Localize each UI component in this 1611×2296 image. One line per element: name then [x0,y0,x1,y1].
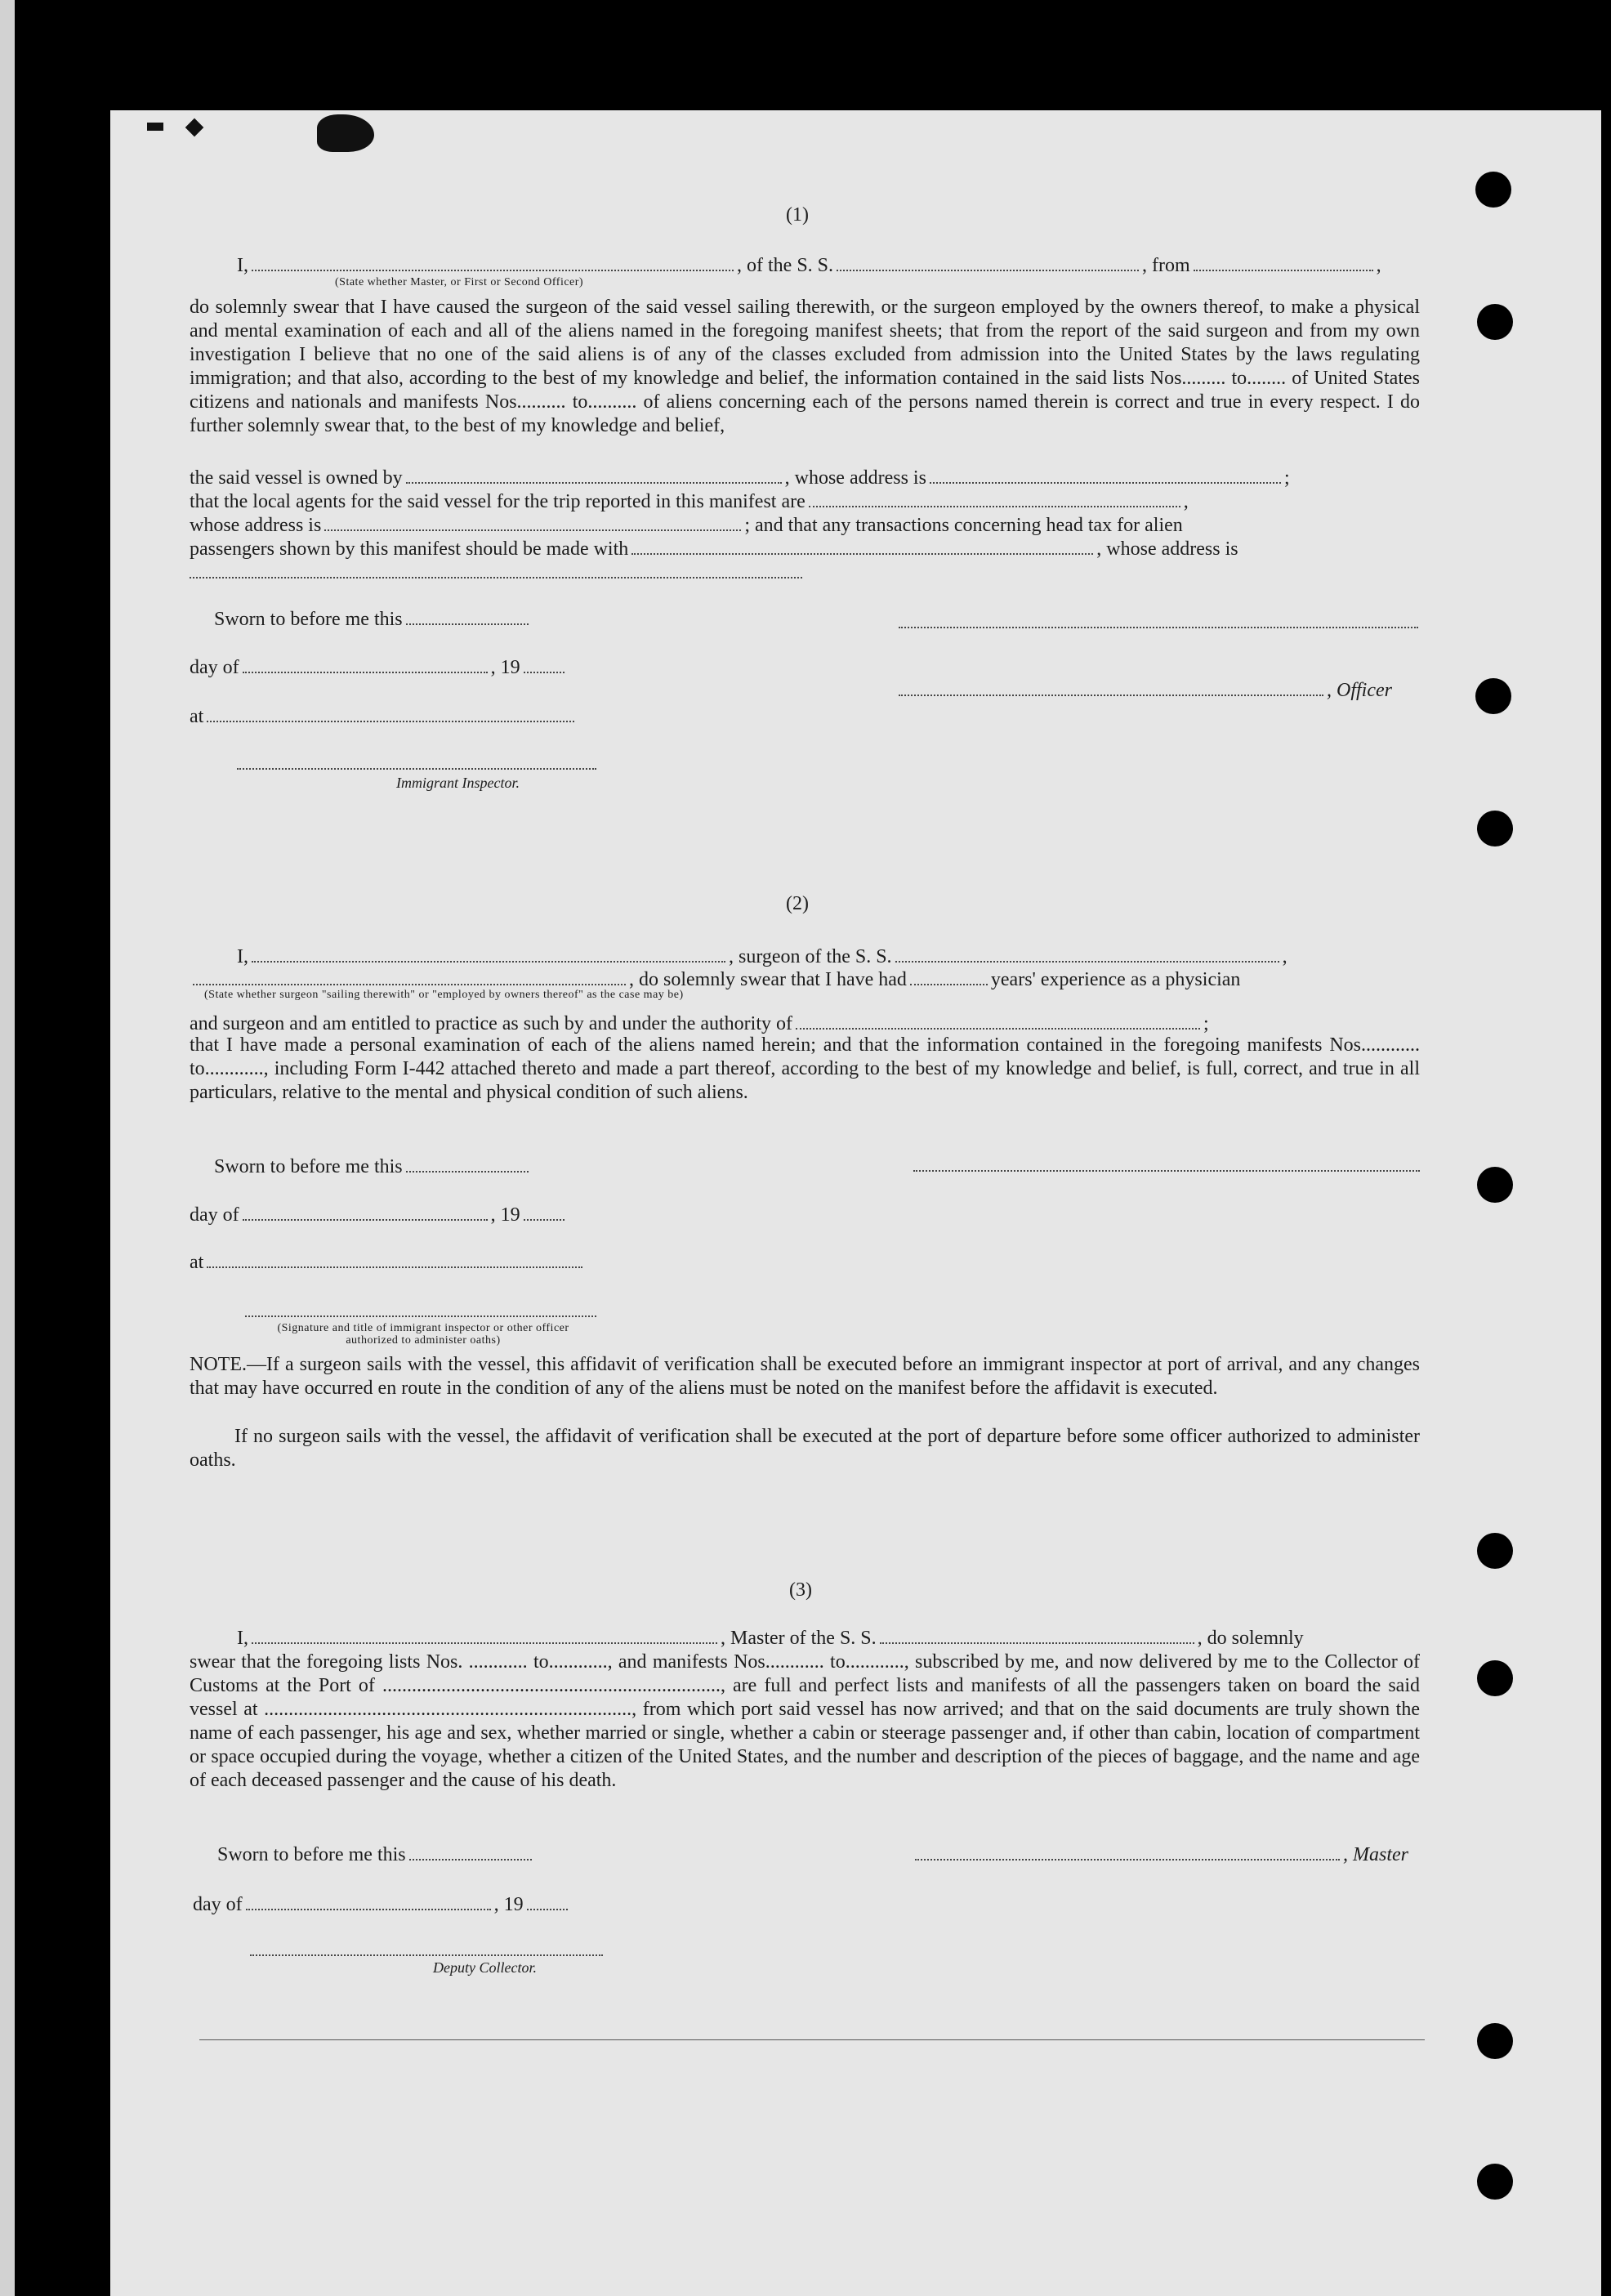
at-line-2: at [190,1250,586,1274]
section-3-heading: (3) [789,1579,812,1601]
punch-hole [1475,172,1511,208]
officer-note: (State whether Master, or First or Second Officer) [335,276,584,288]
punch-hole [1477,304,1513,340]
section-1-body: do solemnly swear that I have caused the surgeon of the said vessel sailing therewith, or the surgeon employed by the owners thereof, to make a physical and mental examination of each and all of the aliens named in the foregoing manifest sheets; that from the report of the said surgeon and from my own investigation I believe that no one of the said aliens is of any of the classes excluded from admission into the United States by the laws regulating immigration; and that also, according to the best of my knowledge and belief, the information contained in the said lists Nos......... to........ of United States citizens and nationals and manifests Nos.......... to.......... of aliens concerning each of the persons named therein is correct and true in every respect. I do further solemnly swear that, to the best of my knowledge and belief, [190,297,1420,436]
punch-hole [1477,1660,1513,1696]
section-1-heading: (1) [786,204,809,226]
deputy-collector-caption: Deputy Collector. [433,1959,537,1976]
punch-hole [1477,1533,1513,1569]
adjacent-page-edge [0,0,15,2296]
solemnly-line: , do solemnly swear that I have had years' experience as a physician [190,967,1240,991]
sworn-line-1: Sworn to before me this [214,607,532,631]
master-of-line: I, , Master of the S. S. , do solemnly [237,1628,1304,1649]
officer-line: , Officer [895,678,1392,702]
immigrant-inspector-caption: Immigrant Inspector. [396,775,520,791]
section-3-body: swear that the foregoing lists Nos. ............ to............, and manifests Nos............ to............, subscribed by me, and now delivered by me to the Collector of Customs at the Port of ....................................................................., are full and perfect lists and manifests of all the passengers taken on board the said vessel at ..........................................................................., from which port said vessel has now arrived; and that on the said documents are truly shown the name of each passenger, his age and sex, whether married or single, whether a cabin or steerage passenger and, if other than cabin, location of compartment or space occupied during the voyage, whether a citizen of the United States, and the number and description of the pieces of baggage, and the name and age of each deceased passenger and the cause of his death. [190,1651,1420,1791]
signature-note: (Signature and title of immigrant inspector or other officer authorized to administer oaths) [277,1322,569,1347]
punch-hole [1477,2164,1513,2200]
passengers-line: passengers shown by this manifest should be made with , whose address is [190,538,1238,560]
day-of-line-2: day of , 19 [190,1203,568,1226]
paper-damage [147,123,163,131]
punch-hole [1477,811,1513,846]
note-2: If no surgeon sails with the vessel, the affidavit of verification shall be executed at the port of departure before some officer authorized to administer oaths. [190,1426,1420,1471]
day-of-line-3: day of , 19 [193,1892,571,1916]
agents-line: that the local agents for the said vessel for the trip reported in this manifest are , [190,491,1189,512]
head-tax-line: whose address is ; and that any transactions concerning head tax for alien [190,515,1183,536]
surgeon-note: (State whether surgeon "sailing therewith" or "employed by owners thereof" as the case may be) [204,989,684,1001]
note-1: NOTE.—If a surgeon sails with the vessel, this affidavit of verification shall be executed before an immigrant inspector at port of arrival, and any changes that may have occurred en route in the condition of any of the aliens must be noted on the manifest before the affidavit is executed. [190,1354,1420,1399]
day-of-line-1: day of , 19 [190,655,568,679]
sworn-line-2: Sworn to before me this [214,1155,532,1178]
at-line-1: at [190,704,578,728]
punch-hole [1477,2023,1513,2059]
punch-hole [1477,1167,1513,1203]
master-signature-line: , Master [912,1843,1408,1866]
master-line: I, , of the S. S. , from , [237,255,1381,276]
paper-damage [317,114,374,152]
section-2-body: that I have made a personal examination of each of the aliens named herein; and that the information contained in the foregoing manifests Nos............ to............, including Form I-442 attached thereto and made a part thereof, according to the best of my knowledge and belief, is full, correct, and true in all particulars, relative to the mental and physical condition of such aliens. [190,1034,1420,1103]
bottom-rule [199,2039,1425,2040]
punch-hole [1475,678,1511,714]
owned-by-line: the said vessel is owned by , whose address is ; [190,467,1290,489]
section-2-heading: (2) [786,893,809,914]
sworn-line-3: Sworn to before me this [217,1843,535,1866]
authority-line: and surgeon and am entitled to practice as such by and under the authority of ; [190,1013,1209,1034]
surgeon-line: I, , surgeon of the S. S. , [237,946,1287,967]
